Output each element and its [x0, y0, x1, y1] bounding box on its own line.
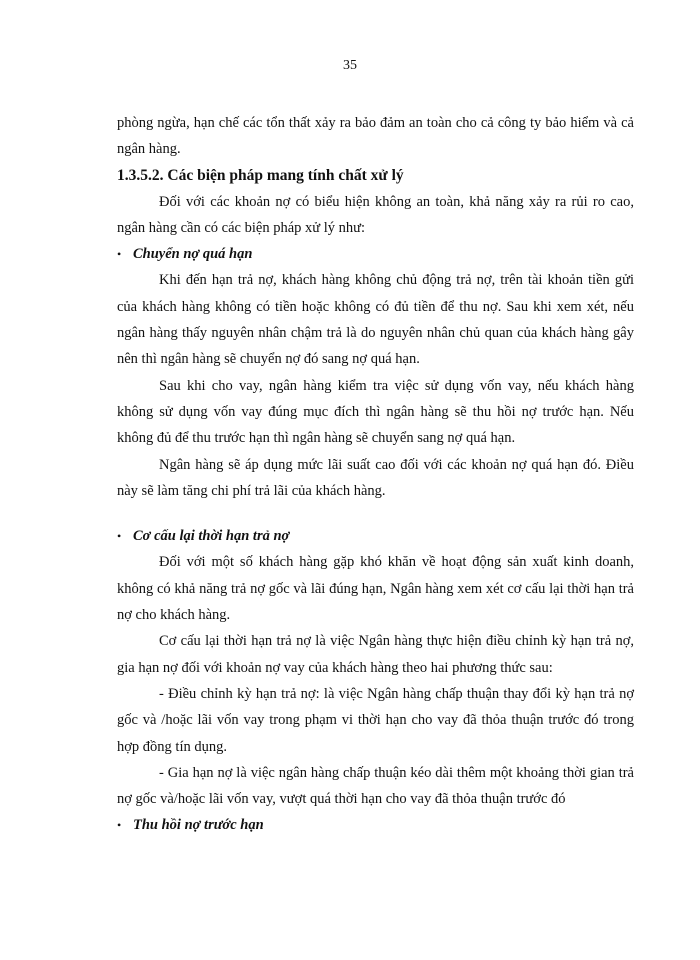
paragraph: Cơ cấu lại thời hạn trả nợ là việc Ngân hàng thực hiện điều chỉnh kỳ hạn trả nợ, gia hạn nợ đối với khoản nợ vay của khách hàng theo hai phương thức sau: [117, 633, 634, 676]
bullet-icon: • [117, 247, 122, 262]
paragraph: - Điều chỉnh kỳ hạn trả nợ: là việc Ngân hàng chấp thuận thay đổi kỳ hạn trả nợ gốc và /hoặc lãi vốn vay trong phạm vi thời hạn cho vay đã thỏa thuận trước đó trong hợp đồng tín dụng. [117, 685, 634, 755]
paragraph: Đối với một số khách hàng gặp khó khăn về hoạt động sản xuất kinh doanh, không có khả năng trả nợ gốc và lãi đúng hạn, Ngân hàng xem xét cơ cấu lại thời hạn trả nợ cho khách hàng. [117, 554, 634, 624]
paragraph: phòng ngừa, hạn chế các tổn thất xảy ra bảo đảm an toàn cho cả công ty bảo hiểm và cả ngân hàng. [117, 115, 634, 158]
section-heading: 1.3.5.2. Các biện pháp mang tính chất xử lý [117, 166, 404, 184]
bullet-icon: • [117, 529, 122, 544]
bullet-heading-thu-hoi [117, 812, 634, 838]
bullet-heading-label: Cơ cấu lại thời hạn trả nợ [133, 528, 290, 545]
bullet-heading-label: Thu hồi nợ trước hạn [133, 817, 264, 834]
paragraph: Ngân hàng sẽ áp dụng mức lãi suất cao đối với các khoản nợ quá hạn đó. Điều này sẽ làm tăng chi phí trả lãi của khách hàng. [117, 456, 634, 499]
bullet-heading-chuyen-no [117, 241, 634, 267]
document-body [117, 110, 634, 839]
page-number: 35 [343, 58, 357, 73]
paragraph: Khi đến hạn trả nợ, khách hàng không chủ động trả nợ, trên tài khoản tiền gửi của khách hàng không có tiền hoặc không có đủ tiền để thu nợ. Sau khi xem xét, nếu ngân hàng thấy nguyên nhân chậm trả là do nguyên nhân chủ quan của khách hàng gây nên thì ngân hàng sẽ chuyển nợ đó sang nợ quá hạn. [117, 272, 634, 368]
bullet-icon: • [117, 818, 122, 833]
paragraph: Đối với các khoản nợ có biểu hiện không an toàn, khả năng xảy ra rủi ro cao, ngân hàng cần có các biện pháp xử lý như: [117, 193, 634, 236]
paragraph: - Gia hạn nợ là việc ngân hàng chấp thuận kéo dài thêm một khoảng thời gian trả nợ gốc và/hoặc lãi vốn vay, vượt quá thời hạn cho vay đã thỏa thuận trước đó [117, 764, 634, 808]
paragraph: Sau khi cho vay, ngân hàng kiểm tra việc sử dụng vốn vay, nếu khách hàng không sử dụng vốn vay đúng mục đích thì ngân hàng sẽ thu hồi nợ trước hạn. Nếu không đủ để thu trước hạn thì ngân hàng sẽ chuyển sang nợ quá hạn. [117, 377, 634, 447]
bullet-heading-label: Chuyển nợ quá hạn [133, 246, 253, 263]
bullet-heading-co-cau [117, 523, 634, 549]
